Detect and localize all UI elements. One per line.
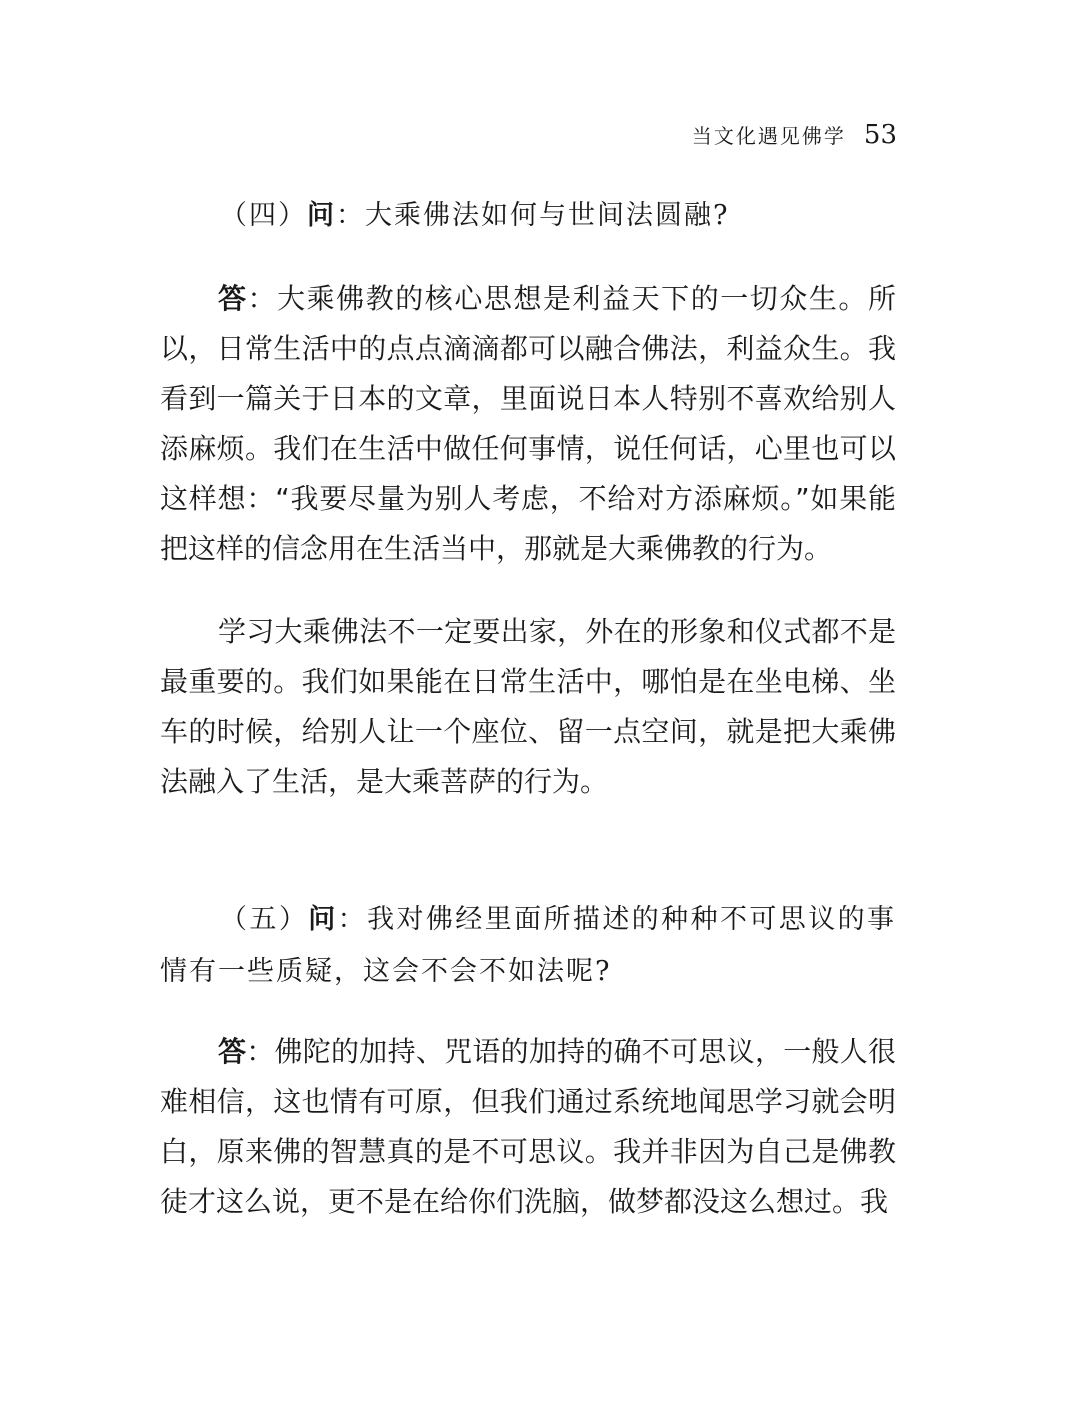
answer-label: 答 [218,1035,247,1068]
question-number: （五） [220,904,309,935]
answer-text: ：佛陀的加持、咒语的加持的确不可思议，一般人很难相信，这也情有可原，但我们通过系统地闻思学习就会明白，原来佛的智慧真的是不可思议。我并非因为自己是佛教徒才这么说，更不是在给你们洗脑，做梦都没这么想过。我 [160,1035,896,1218]
question-text: ：我对佛经里面所描述的种种不可思议的事情有一些质疑，这会不会不如法呢? [160,904,897,987]
answer-4 [160,274,896,574]
page-number: 53 [863,120,897,150]
question-4 [160,190,896,242]
question-label: 问 [308,904,338,935]
answer-5 [160,1027,896,1227]
question-text: ：大乘佛法如何与世间法圆融? [336,200,730,231]
answer-text: ：大乘佛教的核心思想是利益天下的一切众生。所以，日常生活中的点点滴滴都可以融合佛法，利益众生。我看到一篇关于日本的文章，里面说日本人特别不喜欢给别人添麻烦。我们在生活中做任何事情，说任何话，心里也可以这样想：“我要尽量为别人考虑，不给对方添麻烦。”如果能把这样的信念用在生活当中，那就是大乘佛教的行为。 [160,282,896,565]
question-5 [160,894,896,998]
question-label: 问 [307,200,336,231]
paragraph-4-continued: 学习大乘佛法不一定要出家，外在的形象和仪式都不是最重要的。我们如果能在日常生活中，哪怕是在坐电梯、坐车的时候，给别人让一个座位、留一点空间，就是把大乘佛法融入了生活，是大乘菩萨的行为。 [160,615,896,798]
answer-label: 答 [218,282,248,315]
page-header [692,120,897,150]
question-number: （四） [220,200,307,231]
running-title: 当文化遇见佛学 [691,124,846,148]
